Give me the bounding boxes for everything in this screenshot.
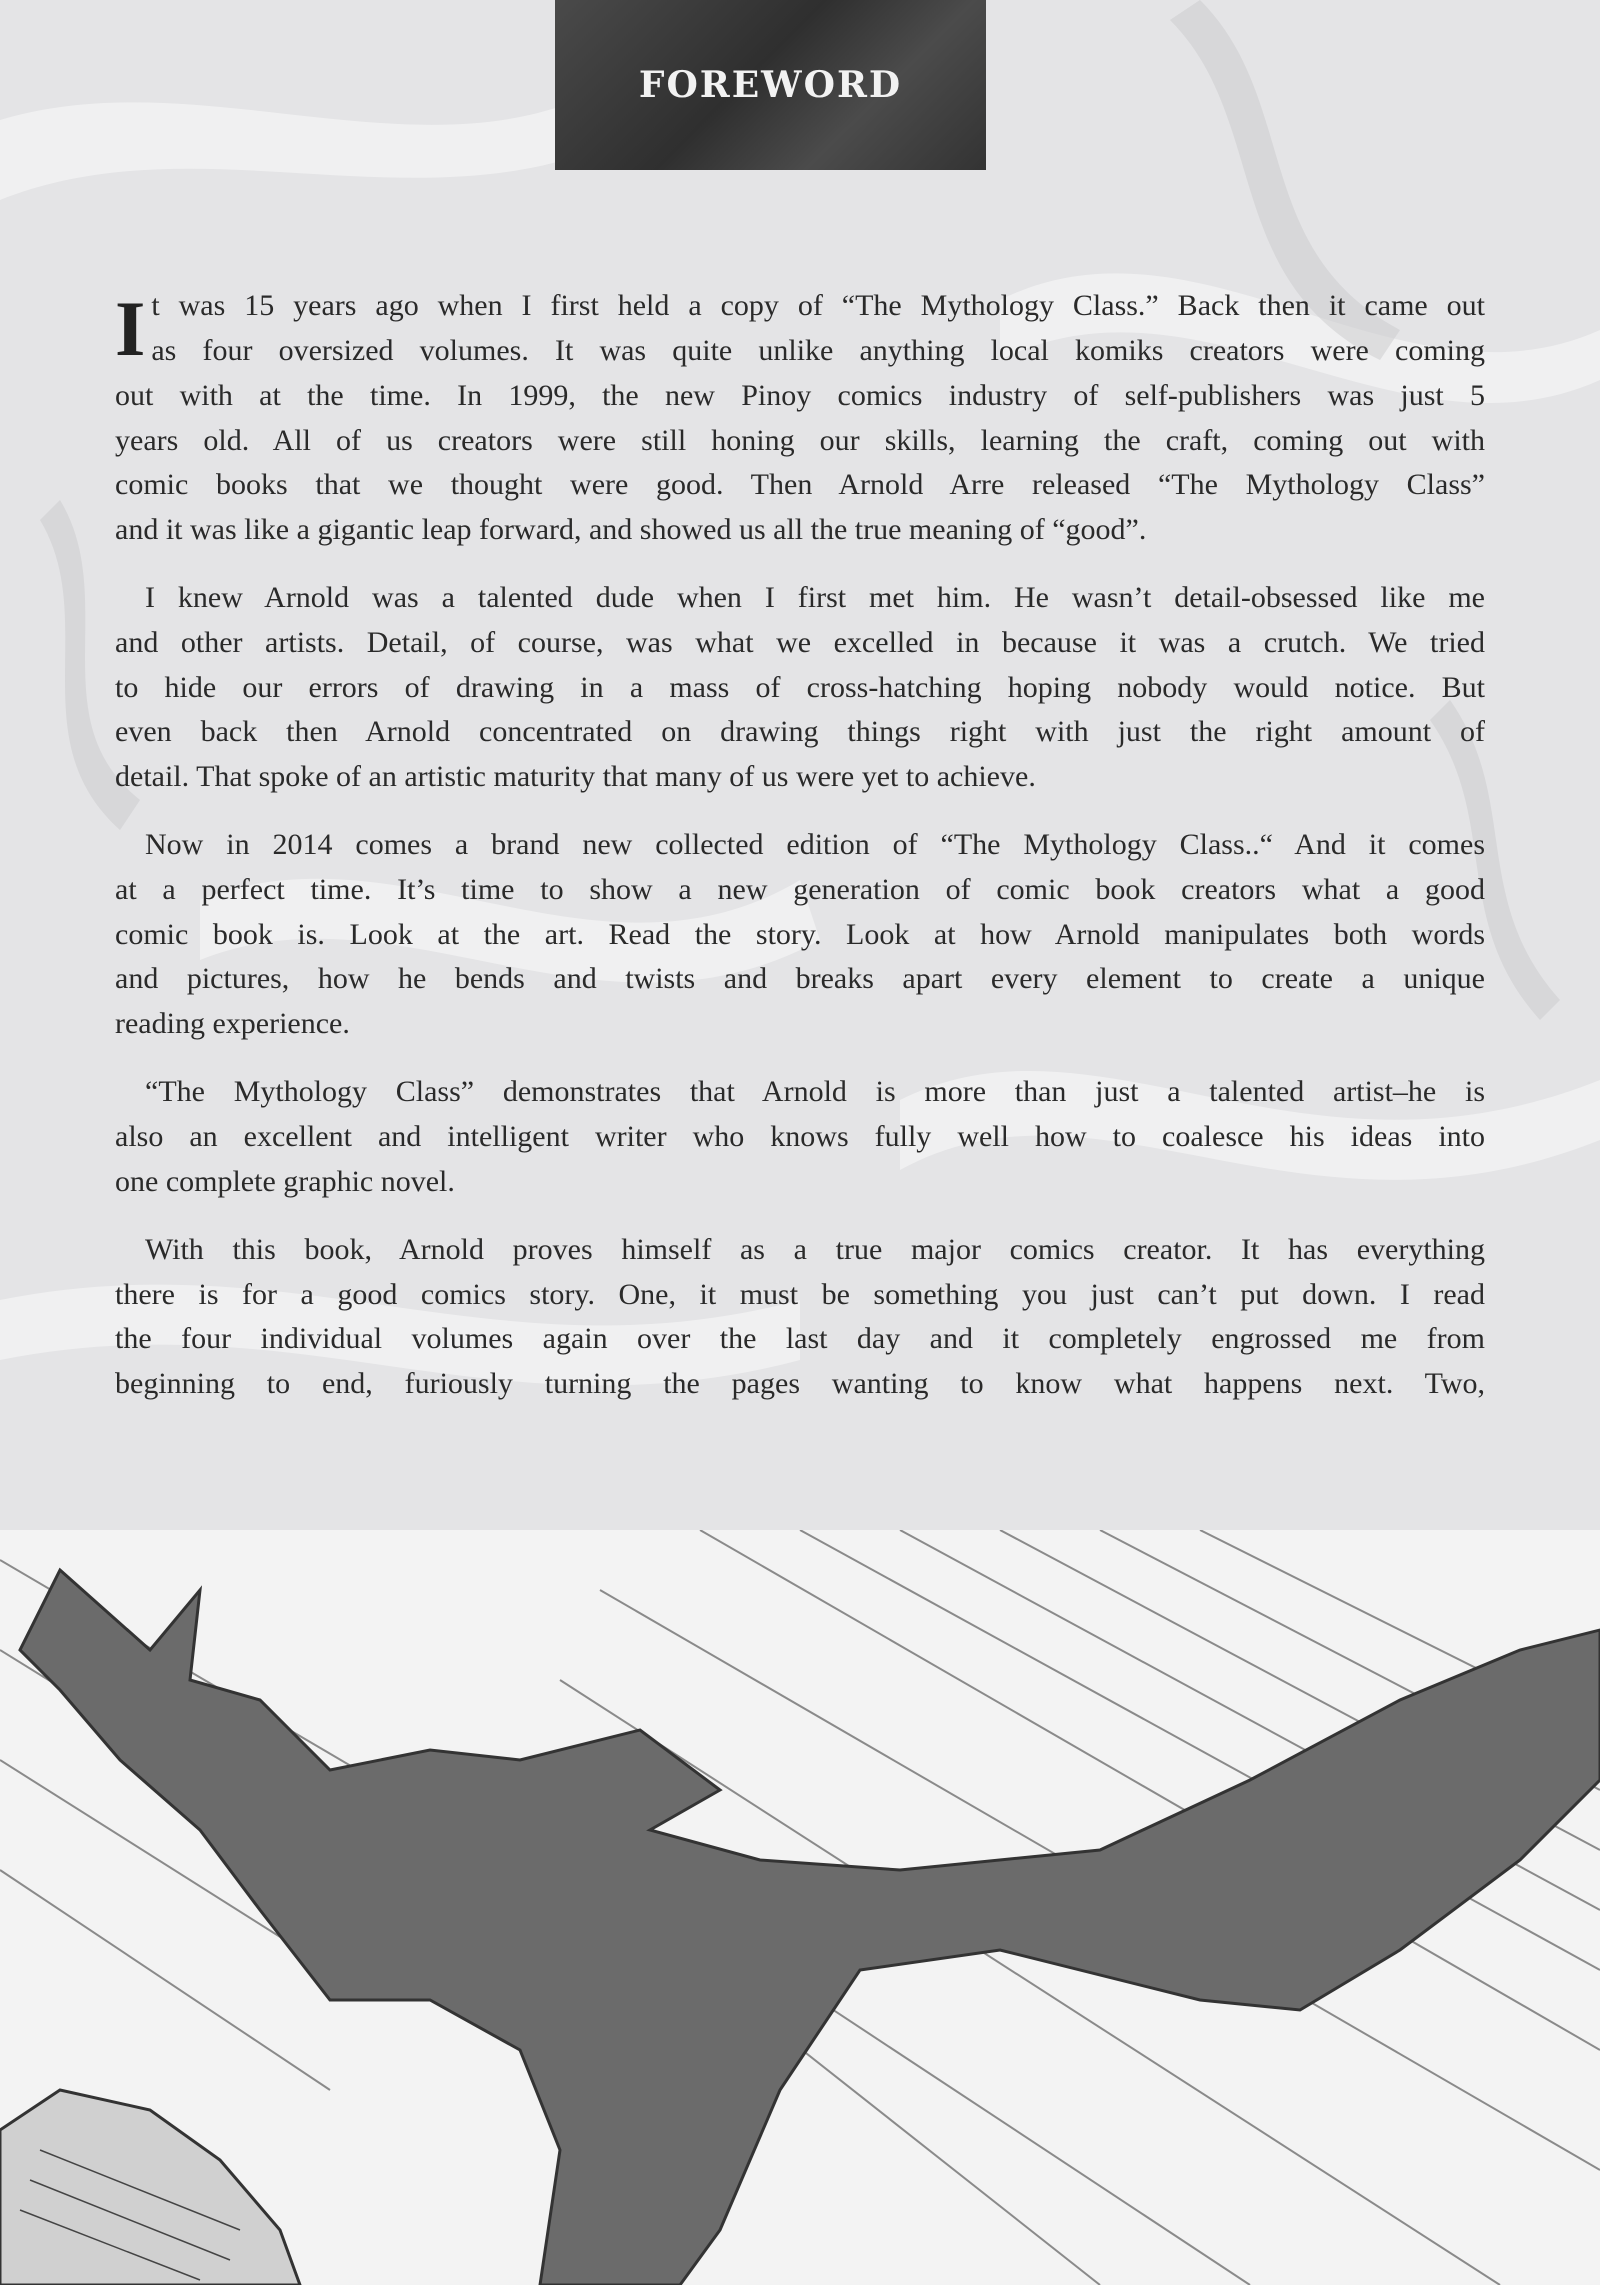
comic-illustration: [0, 1530, 1600, 2285]
text-line: reading experience.: [115, 1006, 350, 1040]
drop-cap: I: [115, 285, 146, 372]
text-line: and it was like a gigantic leap forward, and showed us all the true meaning of “good”.: [115, 512, 1147, 546]
text-line: the four individual volumes again over the last day and it completely engrossed me from: [115, 1322, 1485, 1356]
text-line: also an excellent and intelligent writer who knows fully well how to coalesce his ideas into: [115, 1119, 1485, 1153]
paragraph-5: [115, 1228, 1485, 1406]
text-line: I knew Arnold was a talented dude when I first met him. He wasn’t detail-obsessed like me: [145, 581, 1485, 615]
text-line: one complete graphic novel.: [115, 1164, 455, 1198]
paragraph-2: [115, 576, 1485, 799]
paragraph-4: [115, 1070, 1485, 1204]
text-line: there is for a good comics story. One, it must be something you just can’t put down. I read: [115, 1277, 1485, 1311]
figure-silhouette: [20, 1570, 1600, 2285]
foreword-title: FOREWORD: [638, 64, 903, 106]
text-line: t was 15 years ago when I first held a copy of “The Mythology Class.” Back then it came out: [151, 289, 1485, 322]
text-line: even back then Arnold concentrated on drawing things right with just the right amount of: [115, 715, 1485, 749]
paragraph-1: [115, 284, 1485, 552]
text-line: comic books that we thought were good. Then Arnold Arre released “The Mythology Class”: [115, 468, 1485, 502]
text-line: Now in 2014 comes a brand new collected edition of “The Mythology Class..“ And it comes: [145, 828, 1485, 862]
text-line: “The Mythology Class” demonstrates that Arnold is more than just a talented artist–he is: [145, 1075, 1485, 1109]
text-line: as four oversized volumes. It was quite unlike anything local komiks creators were coming: [151, 333, 1485, 367]
paragraph-3: [115, 823, 1485, 1046]
foreword-body: [115, 284, 1485, 1430]
foreword-header-banner: [555, 0, 986, 170]
text-line: beginning to end, furiously turning the pages wanting to know what happens next. Two,: [115, 1366, 1485, 1400]
text-line: to hide our errors of drawing in a mass of cross-hatching hoping nobody would notice. But: [115, 670, 1485, 704]
text-line: years old. All of us creators were still honing our skills, learning the craft, coming out with: [115, 423, 1485, 457]
text-line: at a perfect time. It’s time to show a new generation of comic book creators what a good: [115, 872, 1485, 906]
text-line: With this book, Arnold proves himself as a true major comics creator. It has everything: [145, 1233, 1485, 1267]
text-line: and pictures, how he bends and twists and breaks apart every element to create a unique: [115, 962, 1485, 996]
text-line: out with at the time. In 1999, the new Pinoy comics industry of self-publishers was just 5: [115, 379, 1485, 412]
text-line: and other artists. Detail, of course, was what we excelled in because it was a crutch. We tried: [115, 625, 1485, 659]
second-figure: [0, 2090, 300, 2285]
text-line: detail. That spoke of an artistic maturity that many of us were yet to achieve.: [115, 759, 1036, 793]
text-line: comic book is. Look at the art. Read the story. Look at how Arnold manipulates both words: [115, 917, 1485, 951]
